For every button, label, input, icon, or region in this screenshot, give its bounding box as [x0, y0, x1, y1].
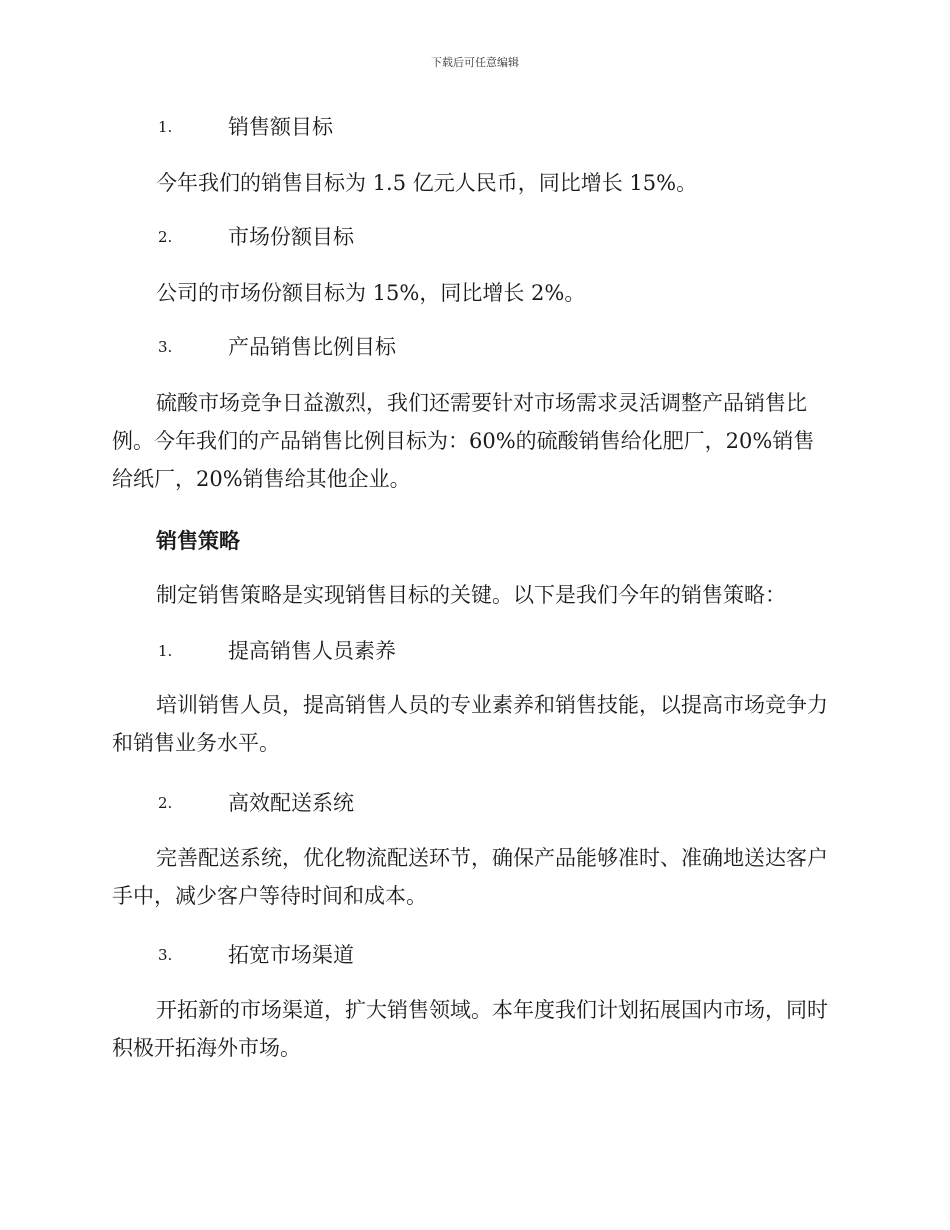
section-heading: 销售策略 [156, 529, 240, 553]
list-title: 产品销售比例目标 [228, 335, 396, 359]
page-header: 下载后可任意编辑 [431, 56, 519, 69]
paragraph: 硫酸市场竞争日益激烈，我们还需要针对市场需求灵活调整产品销售比例。今年我们的产品销售比例目标为：60%的硫酸销售给化肥厂，20%销售给纸厂，20%销售给其他企业。 [112, 391, 815, 491]
list-item-heading [112, 223, 832, 251]
list-title: 市场份额目标 [228, 225, 354, 249]
list-number: 2. [158, 228, 173, 246]
list-item-heading [112, 333, 832, 361]
list-number: 3. [158, 946, 173, 964]
paragraph: 完善配送系统，优化物流配送环节，确保产品能够准时、准确地送达客户手中，减少客户等待时间和成本。 [112, 846, 828, 908]
list-number: 1. [158, 118, 173, 136]
list-title: 提高销售人员素养 [228, 639, 396, 663]
list-title: 拓宽市场渠道 [228, 943, 354, 967]
list-item-heading [112, 941, 832, 969]
list-item-heading [112, 789, 832, 817]
paragraph: 制定销售策略是实现销售目标的关键。以下是我们今年的销售策略： [156, 583, 786, 607]
paragraph: 今年我们的销售目标为 1.5 亿元人民币，同比增长 15%。 [156, 171, 698, 195]
list-number: 1. [158, 642, 173, 660]
paragraph: 开拓新的市场渠道，扩大销售领域。本年度我们计划拓展国内市场，同时积极开拓海外市场。 [112, 998, 828, 1060]
list-title: 高效配送系统 [228, 791, 354, 815]
list-item-heading [112, 113, 832, 141]
list-item-heading [112, 637, 832, 665]
list-title: 销售额目标 [228, 115, 333, 139]
paragraph: 公司的市场份额目标为 15%，同比增长 2%。 [156, 281, 586, 305]
paragraph: 培训销售人员，提高销售人员的专业素养和销售技能，以提高市场竞争力和销售业务水平。 [112, 693, 828, 755]
list-number: 2. [158, 794, 173, 812]
list-number: 3. [158, 338, 173, 356]
